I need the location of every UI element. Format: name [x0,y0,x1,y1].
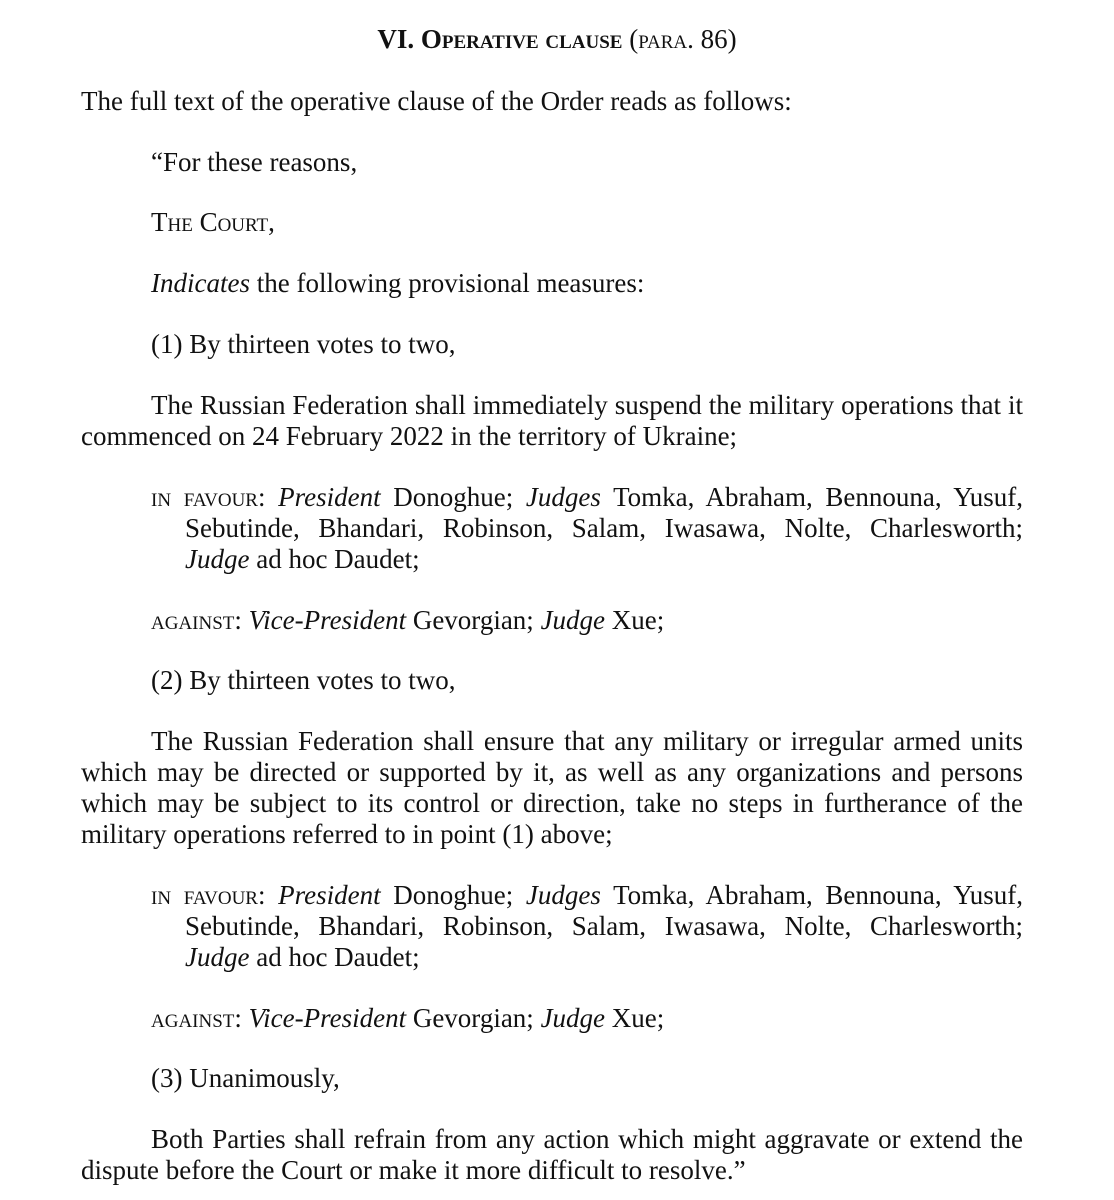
intro-text: The full text of the operative clause of the Order reads as follows: [81,86,792,116]
measure-2-line-3: which may be subject to its control or direction, take no steps in furtherance of the [81,788,1023,818]
measure-1-favour-line-3 [185,544,420,575]
judge-name: Xue; [611,1003,665,1033]
president-name: Donoghue; [393,880,514,910]
measure-2-favour-line-1 [151,880,1023,911]
adhoc-title: Judge [185,544,250,574]
judges-names-1: Tomka, Abraham, Bennouna, Yusuf, [613,482,1024,512]
adhoc-name: ad hoc Daudet; [256,544,420,574]
measure-2-favour-line-3 [185,942,420,973]
measure-1-favour-line-1 [151,482,1023,513]
measure-3-vote: (3) Unanimously, [151,1063,340,1093]
vp-title: Vice-President [248,1003,407,1033]
judges-names-1: Tomka, Abraham, Bennouna, Yusuf, [613,880,1024,910]
heading-para: (para. 86) [629,24,737,54]
adhoc-title: Judge [185,942,250,972]
measure-2-vote: (2) By thirteen votes to two, [151,665,456,695]
measure-2-line-2: which may be directed or supported by it, as well as any organizations and persons [81,757,1023,787]
judge-name: Xue; [611,605,665,635]
president-name: Donoghue; [393,482,514,512]
adhoc-name: ad hoc Daudet; [256,942,420,972]
judges-title: Judges [525,482,601,512]
indicates-verb: Indicates [151,268,250,298]
measure-1-favour-line-2: Sebutinde, Bhandari, Robinson, Salam, Iwasawa, Nolte, Charlesworth; [185,513,1023,543]
measure-2-line-1: The Russian Federation shall ensure that any military or irregular armed units [151,726,1023,756]
measure-1-against [151,605,664,636]
vp-name: Gevorgian; [412,1003,534,1033]
measure-3-line-2: dispute before the Court or make it more difficult to resolve.” [81,1155,746,1185]
judge-title: Judge [540,1003,606,1033]
court-heading: The Court, [151,207,275,237]
vp-title: Vice-President [248,605,407,635]
measure-2-against [151,1003,664,1034]
opening-text: “For these reasons, [151,147,358,177]
heading-numeral: VI. [377,24,415,54]
measure-3-line-1: Both Parties shall refrain from any action which might aggravate or extend the [151,1124,1023,1154]
indicates-rest: the following provisional measures: [256,268,645,298]
president-title: President [278,482,381,512]
president-title: President [278,880,381,910]
vp-name: Gevorgian; [412,605,534,635]
measure-1-vote: (1) By thirteen votes to two, [151,329,456,359]
judges-title: Judges [525,880,601,910]
indicates-line [151,268,644,299]
measure-1-line-2: commenced on 24 February 2022 in the territory of Ukraine; [81,421,738,451]
measure-1-line-1: The Russian Federation shall immediately suspend the military operations that it [151,390,1023,420]
against-label: against: [151,605,242,635]
section-heading [0,24,1114,55]
measure-2-line-4: military operations referred to in point (1) above; [81,819,613,849]
measure-2-favour-line-2: Sebutinde, Bhandari, Robinson, Salam, Iwasawa, Nolte, Charlesworth; [185,911,1023,941]
favour-label: in favour: [151,880,266,910]
judge-title: Judge [540,605,606,635]
heading-title: Operative clause [420,24,623,54]
against-label: against: [151,1003,242,1033]
favour-label: in favour: [151,482,266,512]
